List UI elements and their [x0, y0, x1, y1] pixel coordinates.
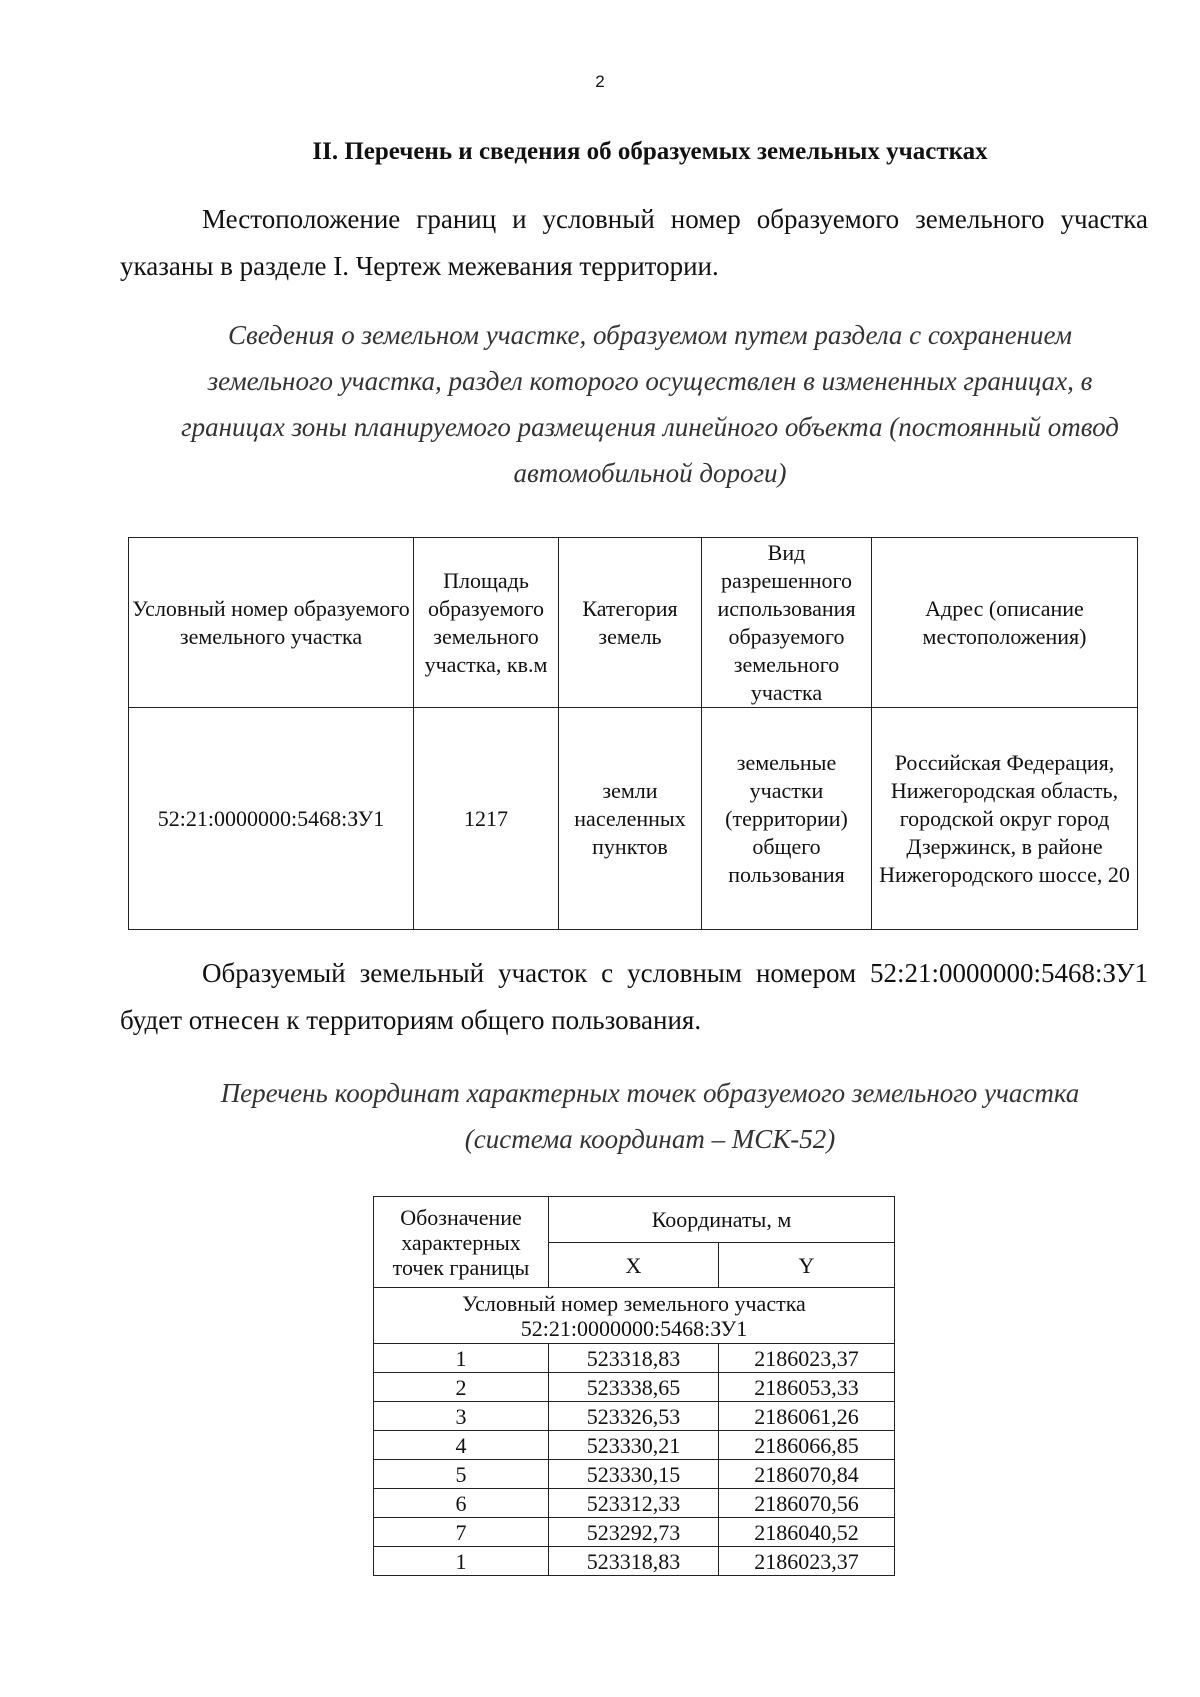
section-heading: II. Перечень и сведения об образуемых земельных участках	[312, 138, 988, 165]
header-use: Вид разрешенного использования образуемого земельного участка	[702, 538, 872, 708]
caption1-line3: границах зоны планируемого размещения линейного объекта (постоянный отвод	[181, 412, 1119, 442]
header-number: Условный номер образуемого земельного участка	[129, 538, 414, 708]
point-cell: 1	[374, 1344, 549, 1373]
caption1-line2: земельного участка, раздел которого осуществлен в измененных границах, в	[207, 366, 1093, 396]
point-cell: 7	[374, 1518, 549, 1547]
table-row	[374, 1489, 895, 1518]
point-cell: 1	[374, 1547, 549, 1576]
second-paragraph	[120, 950, 1148, 1044]
parcel-label-row	[374, 1288, 895, 1344]
caption1-line1: Сведения о земельном участке, образуемом путем раздела с сохранением	[227, 320, 1072, 350]
coord-y-cell: 2186023,37	[719, 1547, 895, 1576]
intro-paragraph	[120, 196, 1148, 290]
intro-text: Местоположение границ и условный номер образуемого земельного участка указаны в разделе I. Чертеж межевания территории.	[120, 204, 1148, 281]
header-area: Площадь образуемого земельного участка, кв.м	[414, 538, 559, 708]
parcel-label: Условный номер земельного участка	[462, 1290, 806, 1316]
coord-x-cell: 523318,83	[549, 1547, 719, 1576]
parcel-info-table	[128, 537, 1138, 930]
coord-x-cell: 523318,83	[549, 1344, 719, 1373]
parcel-number: 52:21:0000000:5468:ЗУ1	[520, 1315, 748, 1341]
cell-use: земельные участки (территории) общего пользования	[702, 708, 872, 930]
coord-y-cell: 2186053,33	[719, 1373, 895, 1402]
coord-x-cell: 523292,73	[549, 1518, 719, 1547]
coord-y-cell: 2186066,85	[719, 1431, 895, 1460]
point-cell: 3	[374, 1402, 549, 1431]
header-address: Адрес (описание местоположения)	[872, 538, 1138, 708]
coord-x-cell: 523312,33	[549, 1489, 719, 1518]
header-x: X	[549, 1243, 719, 1288]
table2-caption	[120, 1070, 1180, 1162]
table-row	[374, 1344, 895, 1373]
cell-number: 52:21:0000000:5468:ЗУ1	[129, 708, 414, 930]
coord-x-cell: 523330,21	[549, 1431, 719, 1460]
cell-area: 1217	[414, 708, 559, 930]
coord-x-cell: 523330,15	[549, 1460, 719, 1489]
caption1-line4: автомобильной дороги)	[513, 458, 787, 488]
point-cell: 2	[374, 1373, 549, 1402]
cell-category: земли населенных пунктов	[559, 708, 702, 930]
header-points: Обозначение характерных точек границы	[374, 1197, 549, 1288]
coord-y-cell: 2186070,56	[719, 1489, 895, 1518]
coord-y-cell: 2186023,37	[719, 1344, 895, 1373]
header-coords: Координаты, м	[549, 1197, 895, 1243]
coordinate-rows	[374, 1344, 895, 1576]
table-header-row	[374, 1197, 895, 1243]
table-row	[374, 1460, 895, 1489]
table-row	[374, 1402, 895, 1431]
coord-y-cell: 2186061,26	[719, 1402, 895, 1431]
parcel-label-cell	[374, 1288, 895, 1344]
table-row	[374, 1431, 895, 1460]
header-y: Y	[719, 1243, 895, 1288]
caption2-line2: (система координат – МСК-52)	[464, 1124, 836, 1154]
table-row	[129, 708, 1138, 930]
second-paragraph-text: Образуемый земельный участок с условным номером 52:21:0000000:5468:ЗУ1 будет отнесен к территориям общего пользования.	[120, 958, 1148, 1035]
coord-y-cell: 2186070,84	[719, 1460, 895, 1489]
header-category: Категория земель	[559, 538, 702, 708]
coord-x-cell: 523338,65	[549, 1373, 719, 1402]
table-row	[374, 1547, 895, 1576]
point-cell: 6	[374, 1489, 549, 1518]
point-cell: 5	[374, 1460, 549, 1489]
coordinates-table	[373, 1196, 895, 1576]
table-row	[374, 1373, 895, 1402]
table-header-row	[129, 538, 1138, 708]
coord-y-cell: 2186040,52	[719, 1518, 895, 1547]
coord-x-cell: 523326,53	[549, 1402, 719, 1431]
table1-caption	[120, 312, 1180, 496]
point-cell: 4	[374, 1431, 549, 1460]
caption2-line1: Перечень координат характерных точек образуемого земельного участка	[220, 1078, 1080, 1108]
cell-address: Российская Федерация, Нижегородская область, городской округ город Дзержинск, в районе Нижегородского шоссе, 20	[872, 708, 1138, 930]
page-number: 2	[595, 72, 605, 91]
table-row	[374, 1518, 895, 1547]
